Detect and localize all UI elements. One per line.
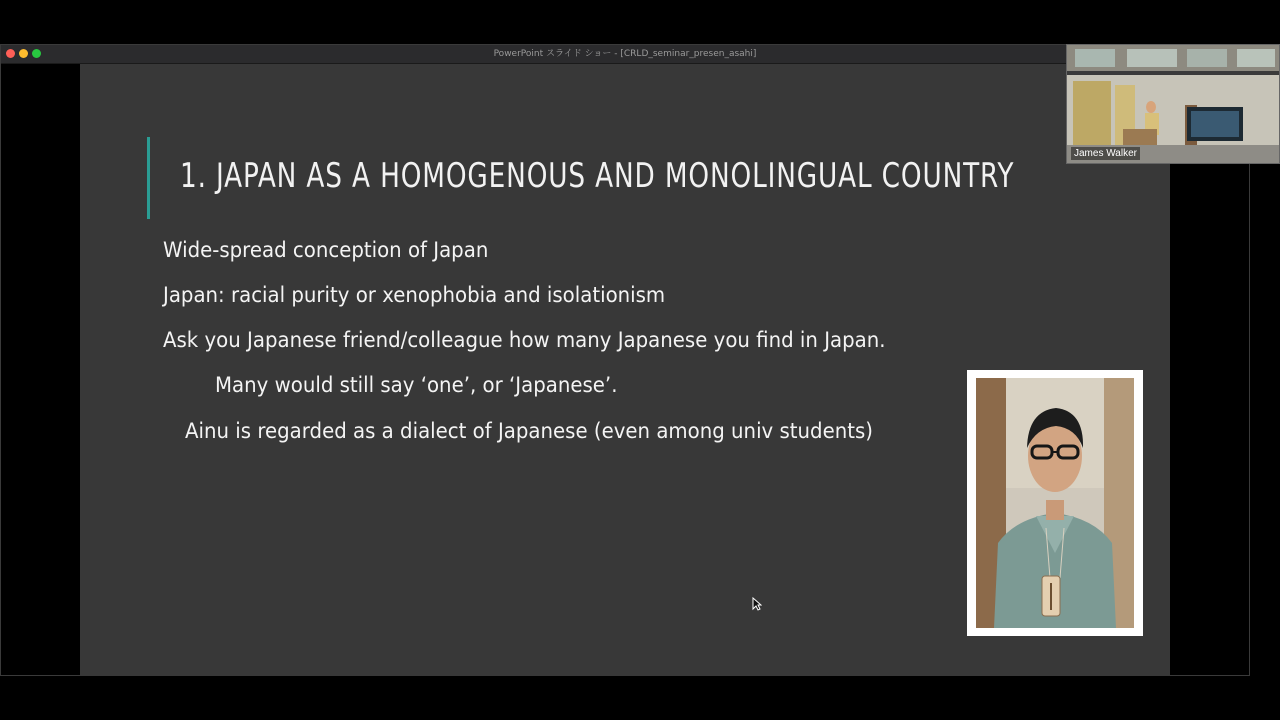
bullet-3-sub: Many would still say ‘one’, or ‘Japanese’. [215,373,618,397]
window-title: PowerPoint スライド ショー - [CRLD_seminar_presen_asahi] [493,49,757,59]
title-accent-bar [147,137,150,219]
slideshow-window [0,44,1250,676]
bullet-1: Wide-spread conception of Japan [163,238,489,262]
slide-title: 1. JAPAN AS A HOMOGENOUS AND MONOLINGUAL COUNTRY [180,156,1015,196]
portrait-photo-frame [967,370,1143,636]
participant-name-label: James Walker [1071,147,1140,160]
portrait-photo [976,378,1134,628]
window-titlebar[interactable] [1,45,1249,64]
bullet-4: Ainu is regarded as a dialect of Japanese (even among univ students) [185,419,873,443]
bullet-2: Japan: racial purity or xenophobia and isolationism [163,283,666,307]
slide[interactable] [80,64,1170,676]
participant-video-tile[interactable] [1066,44,1280,164]
bullet-3: Ask you Japanese friend/colleague how many Japanese you find in Japan. [163,328,886,352]
